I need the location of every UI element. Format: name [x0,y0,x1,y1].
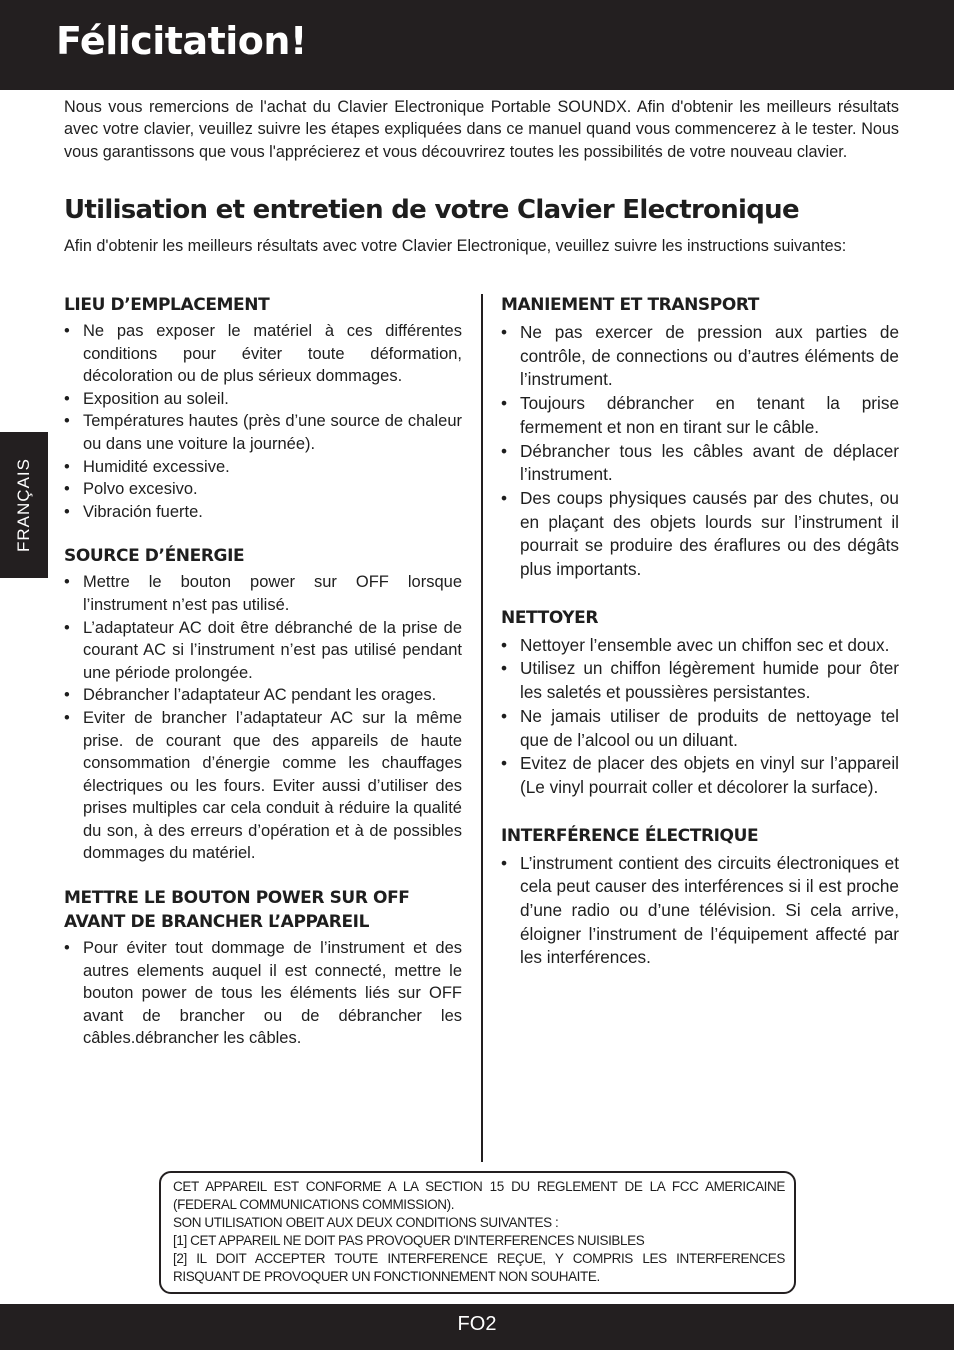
power-source-list [64,571,462,865]
list-item: • Pour éviter tout dommage de l’instrument et des autres elements auquel il est connecté, mettre le bouton power de tous les éléments liés sur OFF avant de brancher ou de débrancher les câbles.débrancher les câbles. [64,937,462,1050]
list-item: • Ne pas exercer de pression aux parties de contrôle, de connections ou d’autres éléments de l’instrument. [501,321,899,392]
header-bar [0,0,954,90]
fcc-line: [2] IL DOIT ACCEPTER TOUTE INTERFERENCE REÇUE, Y COMPRIS LES INTERFERENCES RISQUANT DE PROVOQUER UN FONCTIONNEMENT NON SOUHAITE. [173,1251,785,1284]
placement-list [64,320,462,523]
list-item: • Exposition au soleil. [64,388,462,411]
list-item: • Des coups physiques causés par des chutes, ou en plaçant des objets lourds sur l’instrument il pourrait se produire des éraflures ou des dégâts plus importants. [501,487,899,582]
interference-heading: INTERFÉRENCE ÉLECTRIQUE [501,825,759,846]
page-number: FO2 [457,1313,497,1335]
placement-heading: LIEU D’EMPLACEMENT [64,295,270,315]
list-item: • Toujours débrancher en tenant la prise fermement et non en tirant sur le câble. [501,392,899,439]
cleaning-section [501,606,899,800]
footer-bar [0,1304,954,1350]
list-item: • L’instrument contient des circuits électroniques et cela peut causer des interférences si il est proche d’une radio ou d’une télévision. Si cela arrive, éloigner l’instrument de l’équipement affecté par les interférences. [501,852,899,971]
fcc-line: [1] CET APPAREIL NE DOIT PAS PROVOQUER D'INTERFERENCES NUISIBLES [173,1233,645,1248]
column-divider [481,294,483,1162]
list-item: • Utilisez un chiffon légèrement humide pour ôter les saletés et poussières persistantes. [501,657,899,704]
list-item: • Evitez de placer des objets en vinyl sur l’appareil (Le vinyl pourrait coller et décolorer la surface). [501,752,899,799]
placement-section [64,293,462,523]
section-title: Utilisation et entretien de votre Clavier Electronique [64,195,799,225]
cleaning-heading: NETTOYER [501,607,599,628]
power-source-section [64,544,462,865]
handling-list [501,321,899,582]
list-item: • Polvo excesivo. [64,478,462,501]
list-item: • Températures hautes (près d’une source de chaleur ou dans une voiture la journée). [64,410,462,455]
list-item: • Eviter de brancher l’adaptateur AC sur la même prise. de courant que des appareils de haute consommation d’énergie comme les chauffages électriques ou les fours. Eviter aussi d’utiliser des prises multiples car cela conduit à réduire la qualité du son, à des erreurs d’opération et à de possibles dommages du matériel. [64,707,462,865]
power-off-heading: METTRE LE BOUTON POWER SUR OFF AVANT DE BRANCHER L’APPAREIL [64,888,410,933]
cleaning-list [501,634,899,800]
intro-paragraph: Nous vous remercions de l'achat du Clavier Electronique Portable SOUNDX. Afin d'obtenir les meilleurs résultats avec votre clavier, veuillez suivre les étapes expliquées dans ce manuel quand vous commencerez à le tester. Nous vous garantissons que vous l'apprécierez et vous découvrirez toutes les possibilités de votre nouveau clavier. [64,98,899,161]
list-item: • Vibración fuerte. [64,501,462,524]
interference-list [501,852,899,971]
fcc-line: CET APPAREIL EST CONFORME A LA SECTION 15 DU REGLEMENT DE LA FCC AMERICAINE (FEDERAL COMMUNICATIONS COMMISSION). [173,1179,785,1212]
handling-heading: MANIEMENT ET TRANSPORT [501,295,759,315]
power-off-section [64,886,462,1050]
page-title: Félicitation! [56,19,307,63]
language-label: FRANÇAIS [14,458,33,552]
list-item: • Débrancher l’adaptateur AC pendant les orages. [64,684,462,707]
list-item: • Mettre le bouton power sur OFF lorsque l’instrument n’est pas utilisé. [64,571,462,616]
left-column [64,293,462,1050]
list-item: • Débrancher tous les câbles avant de déplacer l’instrument. [501,440,899,487]
handling-section [501,293,899,582]
power-source-heading: SOURCE D’ÉNERGIE [64,546,245,567]
fcc-line: SON UTILISATION OBEIT AUX DEUX CONDITIONS SUIVANTES : [173,1215,559,1230]
right-column [501,293,899,970]
list-item: • Nettoyer l’ensemble avec un chiffon sec et doux. [501,634,899,658]
language-side-tab [0,432,48,578]
power-off-list [64,937,462,1050]
fcc-notice-box [159,1171,796,1294]
list-item: • Humidité excessive. [64,456,462,479]
interference-section [501,824,899,971]
section-intro-paragraph: Afin d'obtenir les meilleurs résultats avec votre Clavier Electronique, veuillez suivre les instructions suivantes: [64,237,847,255]
list-item: • Ne jamais utiliser de produits de nettoyage tel que de l’alcool ou un diluant. [501,705,899,752]
list-item: • Ne pas exposer le matériel à ces différentes conditions pour éviter toute déformation, décoloration ou de plus sérieux dommages. [64,320,462,388]
list-item: • L’adaptateur AC doit être débranché de la prise de courant AC si l’instrument n’est pas utilisé pendant une période prolongée. [64,617,462,685]
